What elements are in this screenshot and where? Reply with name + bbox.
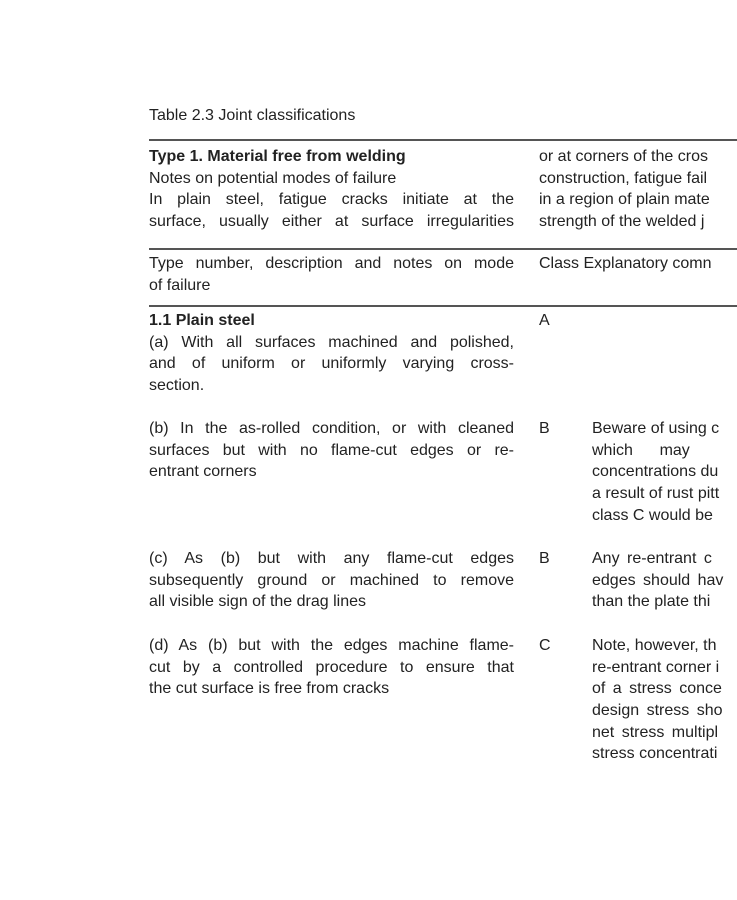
- body-rule: [149, 305, 737, 307]
- intro-right: [539, 146, 737, 233]
- column-header-right: [539, 253, 737, 275]
- comment-line: of a stress conce: [592, 680, 722, 698]
- row-line: (c) As (b) but with any flame-cut edges: [149, 550, 514, 567]
- row-a-class: [539, 310, 737, 332]
- comment-line: class C would be: [592, 506, 713, 524]
- row-line: cut by a controlled procedure to ensure that: [149, 658, 514, 676]
- class-value: A: [539, 312, 550, 329]
- comment-line: net stress multipl: [592, 723, 719, 741]
- row-b-description: [149, 418, 514, 483]
- comment-line: Any re-entrant c: [592, 550, 712, 567]
- row-line: (d) As (b) but with the edges machine flame-: [149, 637, 514, 654]
- row-line: section.: [149, 377, 205, 395]
- row-c-description: [149, 548, 514, 613]
- header-rule: [149, 248, 737, 250]
- class-value: C: [539, 637, 551, 654]
- header-line: Class Explanatory comn: [539, 255, 712, 272]
- row-line: (b) In the as-rolled condition, or with cleaned: [149, 420, 514, 437]
- type-heading: Type 1. Material free from welding: [149, 148, 406, 165]
- comment-line: design stress sho: [592, 702, 723, 720]
- header-line: Type number, description and notes on mode: [149, 255, 514, 272]
- column-header-left: [149, 253, 514, 296]
- table-title: Table 2.3 Joint classifications: [149, 107, 356, 124]
- row-d-comment: [592, 635, 737, 765]
- comment-line: stress concentrati: [592, 745, 718, 763]
- class-value: B: [539, 420, 550, 437]
- row-line: and of uniform or uniformly varying cross-: [149, 355, 514, 373]
- comment-line: Note, however, th: [592, 637, 717, 654]
- row-line: (a) With all surfaces machined and polished,: [149, 333, 514, 351]
- header-line: of failure: [149, 276, 211, 294]
- class-value: B: [539, 550, 550, 567]
- row-line: surfaces but with no flame-cut edges or re-: [149, 441, 514, 459]
- intro-line: or at corners of the cros: [539, 148, 708, 165]
- comment-line: Beware of using c: [592, 420, 720, 437]
- top-rule: [149, 139, 737, 141]
- intro-line: surface, usually either at surface irregularities: [149, 213, 514, 231]
- comment-line: concentrations du: [592, 463, 719, 481]
- intro-line: strength of the welded j: [539, 213, 705, 231]
- intro-line: Notes on potential modes of failure: [149, 169, 397, 187]
- row-line: all visible sign of the drag lines: [149, 593, 367, 611]
- intro-line: construction, fatigue fail: [539, 169, 708, 187]
- intro-line: In plain steel, fatigue cracks initiate at the: [149, 191, 514, 209]
- intro-line: in a region of plain mate: [539, 191, 710, 209]
- comment-line: edges should hav: [592, 571, 724, 589]
- intro-left: [149, 146, 514, 233]
- comment-line: a result of rust pitt: [592, 485, 720, 503]
- row-a-description: [149, 310, 514, 397]
- comment-line: which may: [592, 441, 690, 459]
- row-line: the cut surface is free from cracks: [149, 680, 390, 698]
- section-heading: 1.1 Plain steel: [149, 312, 255, 329]
- row-c-comment: [592, 548, 737, 613]
- row-d-description: [149, 635, 514, 700]
- comment-line: than the plate thi: [592, 593, 711, 611]
- row-b-comment: [592, 418, 737, 526]
- row-line: entrant corners: [149, 463, 257, 481]
- comment-line: re-entrant corner i: [592, 658, 720, 676]
- row-line: subsequently ground or machined to remove: [149, 571, 514, 589]
